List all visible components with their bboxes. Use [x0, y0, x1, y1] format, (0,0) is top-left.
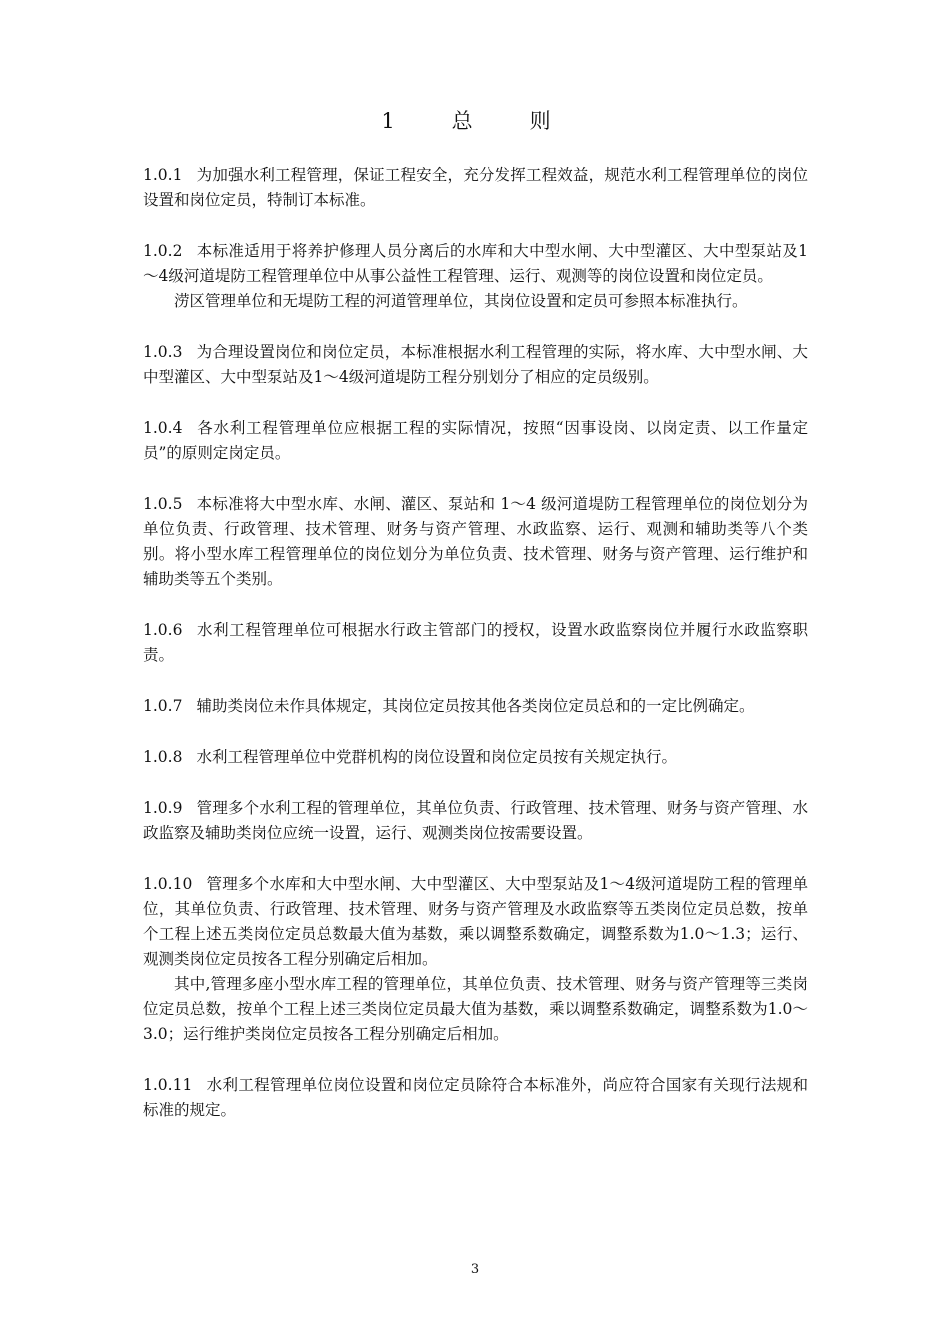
clause-1-0-7 [143, 694, 808, 719]
clause-1-0-11 [143, 1073, 808, 1123]
clause-number: 1.0.10 [143, 875, 193, 893]
clause-number: 1.0.6 [143, 621, 183, 639]
clause-1-0-3 [143, 340, 808, 390]
clause-text: 为合理设置岗位和岗位定员，本标准根据水利工程管理的实际，将水库、大中型水闸、大中型灌区、大中型泵站及1～4级河道堤防工程分别划分了相应的定员级别。 [143, 343, 808, 386]
clause-extra-paragraph: 其中,管理多座小型水库工程的管理单位，其单位负责、技术管理、财务与资产管理等三类岗位定员总数，按单个工程上述三类岗位定员最大值为基数，乘以调整系数确定，调整系数为1.0～3.0；运行维护类岗位定员按各工程分别确定后相加。 [143, 975, 808, 1043]
clause-number: 1.0.8 [143, 748, 183, 766]
clause-number: 1.0.7 [143, 697, 183, 715]
clause-1-0-2 [143, 239, 808, 314]
clause-number: 1.0.3 [143, 343, 183, 361]
clause-text: 水利工程管理单位岗位设置和岗位定员除符合本标准外，尚应符合国家有关现行法规和标准的规定。 [143, 1076, 808, 1119]
clause-number: 1.0.5 [143, 495, 183, 513]
clause-1-0-9 [143, 796, 808, 846]
clause-text: 为加强水利工程管理，保证工程安全，充分发挥工程效益，规范水利工程管理单位的岗位设置和岗位定员，特制订本标准。 [143, 166, 808, 209]
page-number: 3 [470, 1262, 480, 1277]
clause-text: 水利工程管理单位中党群机构的岗位设置和岗位定员按有关规定执行。 [196, 748, 677, 766]
clause-number: 1.0.9 [143, 799, 183, 817]
clause-1-0-5 [143, 492, 808, 592]
clause-text: 各水利工程管理单位应根据工程的实际情况，按照“因事设岗、以岗定责、以工作量定员”的原则定岗定员。 [143, 419, 808, 462]
clause-1-0-4 [143, 416, 808, 466]
clauses-body [143, 163, 808, 1149]
clause-number: 1.0.4 [143, 419, 183, 437]
clause-1-0-8 [143, 745, 808, 770]
clause-text: 本标准将大中型水库、水闸、灌区、泵站和 1～4 级河道堤防工程管理单位的岗位划分为单位负责、行政管理、技术管理、财务与资产管理、水政监察、运行、观测和辅助类等八个类别。将小型水库工程管理单位的岗位划分为单位负责、技术管理、财务与资产管理、运行维护和辅助类等五个类别。 [143, 495, 808, 588]
clause-1-0-1 [143, 163, 808, 213]
clause-1-0-10 [143, 872, 808, 1047]
clause-number: 1.0.11 [143, 1076, 193, 1094]
chapter-title: 1 总 则 [381, 109, 569, 133]
clause-extra-paragraph: 涝区管理单位和无堤防工程的河道管理单位，其岗位设置和定员可参照本标准执行。 [174, 292, 748, 310]
clause-text: 本标准适用于将养护修理人员分离后的水库和大中型水闸、大中型灌区、大中型泵站及1～4级河道堤防工程管理单位中从事公益性工程管理、运行、观测等的岗位设置和岗位定员。 [143, 242, 808, 285]
clause-text: 管理多个水库和大中型水闸、大中型灌区、大中型泵站及1～4级河道堤防工程的管理单位，其单位负责、行政管理、技术管理、财务与资产管理及水政监察等五类岗位定员总数，按单个工程上述五类岗位定员总数最大值为基数，乘以调整系数确定，调整系数为1.0～1.3；运行、观测类岗位定员按各工程分别确定后相加。 [143, 875, 808, 968]
clause-text: 辅助类岗位未作具体规定，其岗位定员按其他各类岗位定员总和的一定比例确定。 [196, 697, 755, 715]
clause-number: 1.0.1 [143, 166, 183, 184]
clause-text: 水利工程管理单位可根据水行政主管部门的授权，设置水政监察岗位并履行水政监察职责。 [143, 621, 808, 664]
clause-text: 管理多个水利工程的管理单位，其单位负责、行政管理、技术管理、财务与资产管理、水政监察及辅助类岗位应统一设置，运行、观测类岗位按需要设置。 [143, 799, 808, 842]
clause-1-0-6 [143, 618, 808, 668]
clause-number: 1.0.2 [143, 242, 183, 260]
